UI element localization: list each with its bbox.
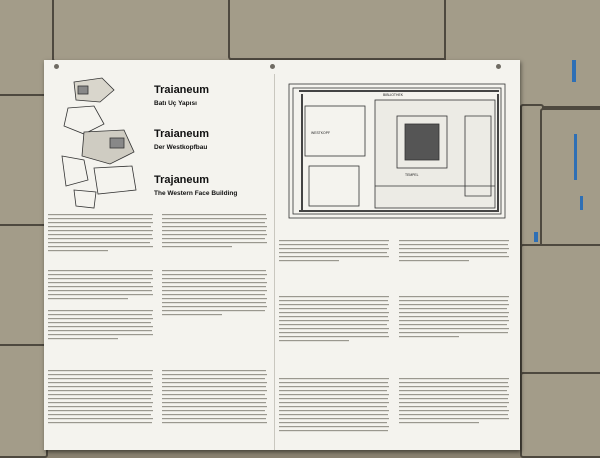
- subtitle-german: Der Westkopfbau: [154, 144, 208, 151]
- wall-stone: [228, 0, 448, 60]
- right-column: [275, 60, 520, 450]
- wall-stone: [540, 108, 600, 248]
- text-block-placeholder: [48, 214, 270, 450]
- wall-stone: [0, 94, 48, 228]
- wall-stone: [0, 224, 48, 348]
- subtitle-turkish: Batı Uç Yapısı: [154, 100, 197, 107]
- text-block-placeholder: [279, 240, 515, 450]
- info-panel: [44, 60, 520, 450]
- building-plan-icon: [285, 76, 511, 226]
- title-german: Traianeum: [154, 128, 210, 140]
- title-english: Trajaneum: [154, 174, 210, 186]
- title-turkish: Traianeum: [154, 84, 210, 96]
- plan-label-tempel: TEMPEL: [405, 173, 419, 177]
- plan-label-westkopf: WESTKOPF: [311, 131, 331, 135]
- blue-paint-mark: [580, 196, 583, 210]
- wall-stone: [520, 372, 600, 458]
- blue-paint-mark: [534, 232, 538, 242]
- wall-stone: [0, 344, 48, 458]
- blue-paint-mark: [574, 134, 577, 180]
- site-plan-icon: [54, 72, 144, 212]
- wall-stone: [520, 244, 600, 376]
- left-column: [44, 60, 274, 450]
- plan-label-bibliothek: BIBLIOTHEK: [383, 93, 403, 97]
- subtitle-english: The Western Face Building: [154, 190, 238, 197]
- wall-stone: [52, 0, 232, 62]
- blue-paint-mark: [572, 60, 576, 82]
